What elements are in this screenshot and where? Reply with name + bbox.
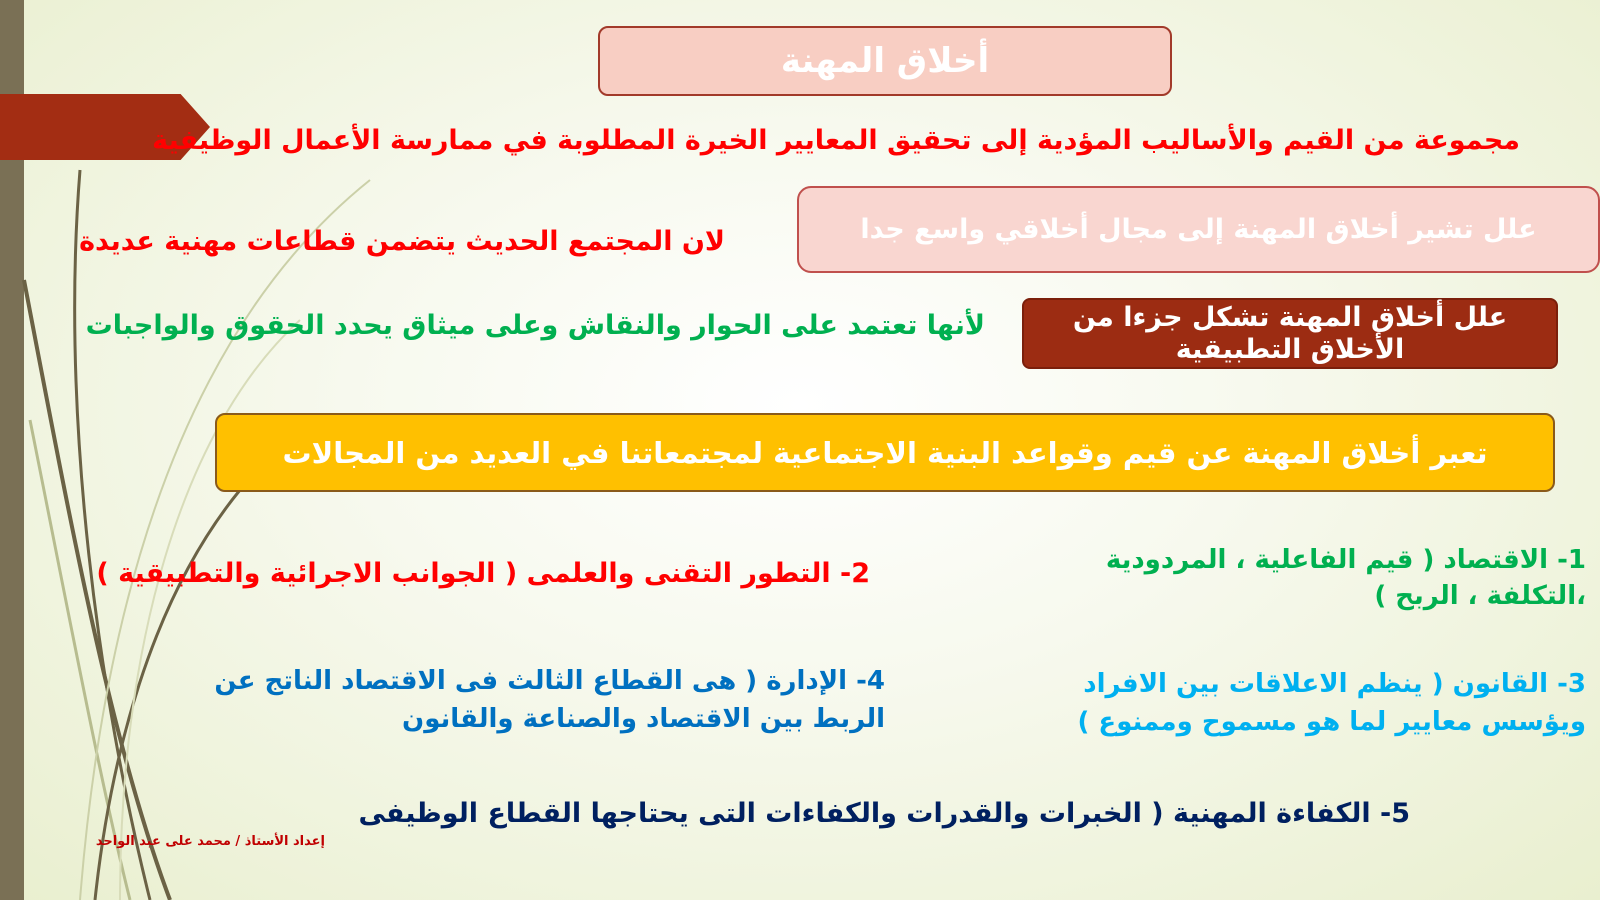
question-box-1: علل تشير أخلاق المهنة إلى مجال أخلاقي واسع جدا	[797, 186, 1600, 273]
definition-text: مجموعة من القيم والأساليب المؤدية إلى تحقيق المعايير الخيرة المطلوبة في ممارسة الأعمال الوظيفية	[152, 125, 1520, 156]
statement-box: تعبر أخلاق المهنة عن قيم وقواعد البنية الاجتماعية لمجتمعاتنا في العديد من المجالات	[215, 413, 1555, 492]
list-item-3	[1078, 665, 1587, 741]
answer-text-1: لان المجتمع الحديث يتضمن قطاعات مهنية عديدة	[79, 226, 725, 257]
question-box-2: علل أخلاق المهنة تشكل جزءا من الأخلاق التطبيقية	[1022, 298, 1558, 369]
list-item-5: 5- الكفاءة المهنية ( الخبرات والقدرات والكفاءات التى يحتاجها القطاع الوظيفى	[358, 798, 1410, 829]
list-item-3-line1: 3- القانون ( ينظم الاعلاقات بين الافراد	[1083, 669, 1586, 699]
slide-title: أخلاق المهنة	[598, 26, 1172, 96]
list-item-3-line2: ويؤسس معايير لما هو مسموح وممنوع )	[1077, 707, 1586, 737]
list-item-1: 1- الاقتصاد ( قيم الفاعلية ، المردودية ،التكلفة ، الربح )	[1105, 545, 1586, 611]
list-item-4: 4- الإدارة ( هى القطاع الثالث فى الاقتصاد الناتج عن الربط بين الاقتصاد والصناعة والقانون	[214, 666, 885, 734]
list-item-2: 2- التطور التقنى والعلمى ( الجوانب الاجرائية والتطبيقية )	[96, 558, 870, 589]
answer-text-2: لأنها تعتمد على الحوار والنقاش وعلى ميثاق يحدد الحقوق والواجبات	[85, 310, 985, 341]
author-credit: إعداد الأستاذ / محمد على عبد الواحد	[95, 834, 325, 849]
